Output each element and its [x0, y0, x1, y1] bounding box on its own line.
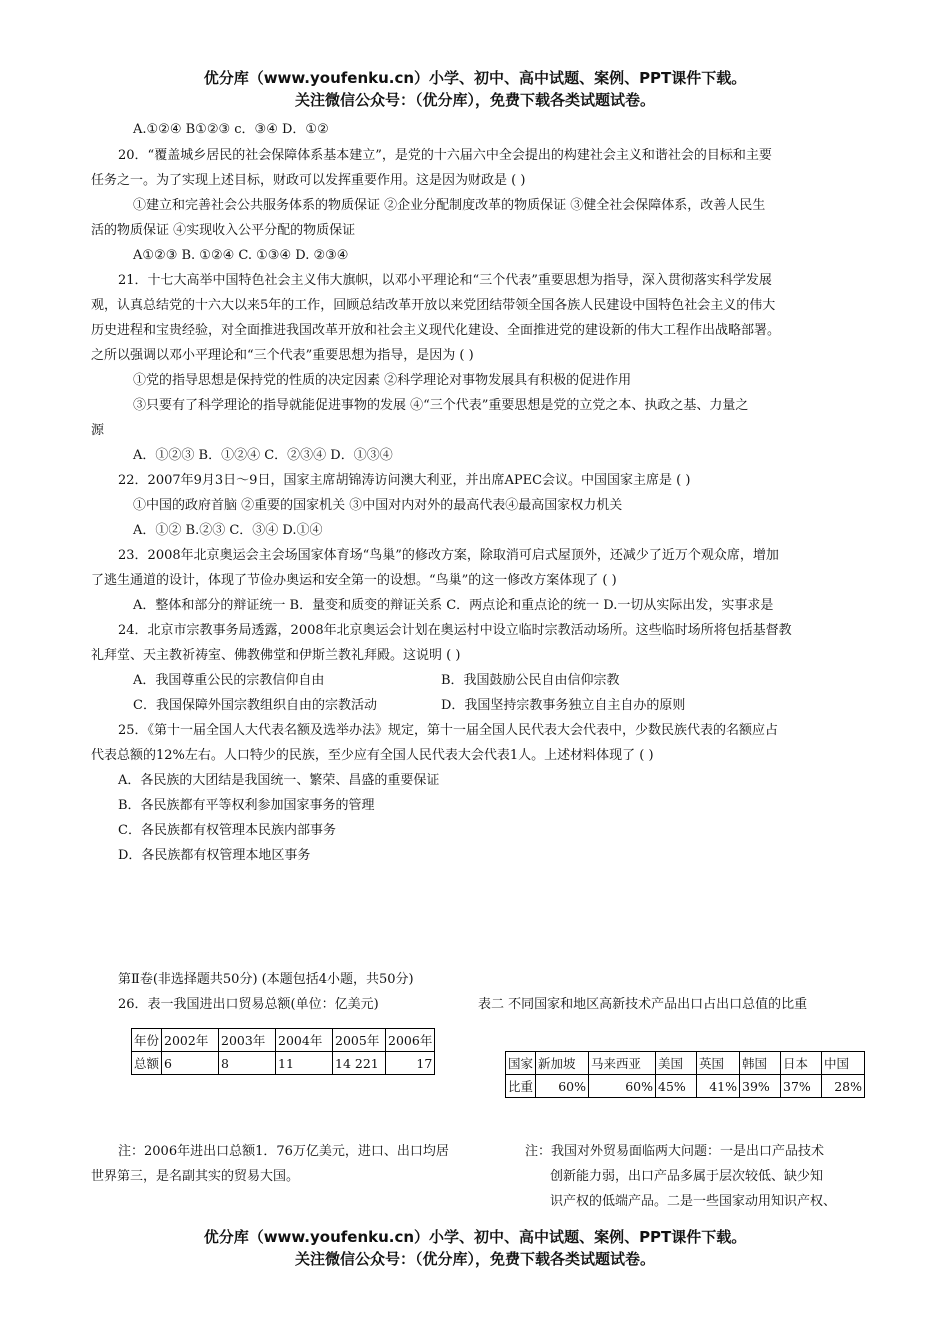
q22-stem: 22．2007年9月3日～9日，国家主席胡锦涛访问澳大利亚，并出席APEC会议。中国国家主席是 ( ): [118, 473, 691, 488]
q21-items-1: ①党的指导思想是保持党的性质的决定因素 ②科学理论对事物发展具有积极的促进作用: [133, 373, 632, 388]
table1-year: 2002年: [162, 1029, 219, 1052]
table1-year: 2005年: [333, 1029, 386, 1052]
table2-country: 马来西亚: [589, 1052, 656, 1075]
hightech-share-table: [505, 1051, 865, 1098]
q21-items-3: 源: [91, 423, 105, 438]
table1-value: 14 221: [333, 1052, 386, 1075]
table1-row-label: 总额: [132, 1052, 162, 1075]
note1-line-2: 世界第三，是名副其实的贸易大国。: [91, 1169, 300, 1184]
table2-value: 28%: [822, 1075, 865, 1098]
table2-country: 美国: [656, 1052, 697, 1075]
q25-stem-2: 代表总额的12%左右。人口特少的民族，至少应有全国人民代表大会代表1人。上述材料体现了 ( ): [91, 748, 654, 763]
q22-options: A．①② B.②③ C．③④ D.①④: [133, 523, 323, 538]
q23-stem-2: 了逃生通道的设计，体现了节俭办奥运和安全第一的设想。“鸟巢”的这一修改方案体现了 ( ): [91, 573, 617, 588]
q25-stem-1: 25．《第十一届全国人大代表名额及选举办法》规定，第十一届全国人民代表大会代表中，少数民族代表的名额应占: [118, 723, 779, 738]
table1-caption: 26．表一我国进出口贸易总额(单位：亿美元): [118, 997, 379, 1012]
footer-line-1: 优分库（www.youfenku.cn）小学、初中、高中试题、案例、PPT课件下载。: [203, 1228, 747, 1246]
q24-option-a: A．我国尊重公民的宗教信仰自由: [133, 673, 325, 688]
header-line-1: 优分库（www.youfenku.cn）小学、初中、高中试题、案例、PPT课件下载。: [203, 69, 747, 87]
q24-stem-2: 礼拜堂、天主教祈祷室、佛教佛堂和伊斯兰教礼拜殿。这说明 ( ): [91, 648, 461, 663]
table1-value: 11: [276, 1052, 333, 1075]
q23-options: A．整体和部分的辩证统一 B．量变和质变的辩证关系 C．两点论和重点论的统一 D.一切从实际出发，实事求是: [133, 598, 774, 613]
q21-options: A．①②③ B．①②④ C．②③④ D．①③④: [133, 448, 393, 463]
q20-options: A①②③ B. ①②④ C. ①③④ D. ②③④: [133, 248, 349, 263]
table1-year: 2004年: [276, 1029, 333, 1052]
table2-value: 39%: [740, 1075, 781, 1098]
q20-stem-1: 20．“覆盖城乡居民的社会保障体系基本建立”，是党的十六届六中全会提出的构建社会主义和谐社会的目标和主要: [118, 148, 772, 163]
q24-option-c: C．我国保障外国宗教组织自由的宗教活动: [133, 698, 377, 713]
footer-line-2: 关注微信公众号：（优分库），免费下载各类试题试卷。: [294, 1250, 655, 1268]
table1-value: 17: [386, 1052, 435, 1075]
q21-stem-3: 历史进程和宝贵经验，对全面推进我国改革开放和社会主义现代化建设、全面推进党的建设新的伟大工程作出战略部署。: [91, 323, 781, 338]
note2-line-1: 注：我国对外贸易面临两大问题：一是出口产品技术: [525, 1144, 825, 1159]
table1-value: 8: [219, 1052, 276, 1075]
table2-country: 新加坡: [536, 1052, 589, 1075]
table2-value: 45%: [656, 1075, 697, 1098]
q24-option-d: D．我国坚持宗教事务独立自主自办的原则: [441, 698, 686, 713]
table-row: [506, 1075, 865, 1098]
table2-value: 60%: [536, 1075, 589, 1098]
note1-line-1: 注：2006年进出口总额1．76万亿美元，进口、出口均居: [118, 1144, 449, 1159]
q20-items-1: ①建立和完善社会公共服务体系的物质保证 ②企业分配制度改革的物质保证 ③健全社会保障体系，改善人民生: [133, 198, 766, 213]
table2-country: 英国: [697, 1052, 740, 1075]
q23-stem-1: 23．2008年北京奥运会主会场国家体育场“鸟巢”的修改方案，除取消可启式屋顶外，还减少了近万个观众席，增加: [118, 548, 779, 563]
table-row: [132, 1029, 435, 1052]
q20-items-2: 活的物质保证 ④实现收入公平分配的物质保证: [91, 223, 356, 238]
header-line-2: 关注微信公众号：（优分库），免费下载各类试题试卷。: [294, 91, 655, 109]
table-row: [132, 1052, 435, 1075]
note2-line-2: 创新能力弱，出口产品多属于层次较低、缺少知: [550, 1169, 824, 1184]
table2-caption: 表二 不同国家和地区高新技术产品出口占出口总值的比重: [478, 997, 808, 1012]
q24-stem-1: 24．北京市宗教事务局透露，2008年北京奥运会计划在奥运村中设立临时宗教活动场所。这些临时场所将包括基督教: [118, 623, 792, 638]
q21-stem-2: 观，认真总结党的十六大以来5年的工作，回顾总结改革开放以来党团结带领全国各族人民建设中国特色社会主义的伟大: [91, 298, 776, 313]
table1-year: 2006年: [386, 1029, 435, 1052]
q20-stem-2: 任务之一。为了实现上述目标，财政可以发挥重要作用。这是因为财政是 ( ): [91, 173, 526, 188]
q21-items-2: ③只要有了科学理论的指导就能促进事物的发展 ④“三个代表”重要思想是党的立党之本、执政之基、力量之: [133, 398, 749, 413]
trade-total-table: [131, 1028, 435, 1075]
q24-option-b: B．我国鼓励公民自由信仰宗教: [441, 673, 620, 688]
q22-items: ①中国的政府首脑 ②重要的国家机关 ③中国对内对外的最高代表④最高国家权力机关: [133, 498, 623, 513]
q19-options: A.①②④ B①②③ c．③④ D．①②: [133, 122, 329, 137]
table2-country: 中国: [822, 1052, 865, 1075]
q21-stem-1: 21．十七大高举中国特色社会主义伟大旗帜，以邓小平理论和“三个代表”重要思想为指导，深入贯彻落实科学发展: [118, 273, 772, 288]
table-row: [506, 1052, 865, 1075]
q25-option-c: C．各民族都有权管理本民族内部事务: [118, 823, 336, 838]
table2-row-label: 比重: [506, 1075, 536, 1098]
table2-country: 日本: [781, 1052, 822, 1075]
q25-option-d: D．各民族都有权管理本地区事务: [118, 848, 311, 863]
table1-header-label: 年份: [132, 1029, 162, 1052]
q25-option-a: A．各民族的大团结是我国统一、繁荣、昌盛的重要保证: [118, 773, 440, 788]
note2-line-3: 识产权的低端产品。二是一些国家动用知识产权、: [550, 1194, 837, 1209]
table2-country: 韩国: [740, 1052, 781, 1075]
table2-value: 41%: [697, 1075, 740, 1098]
part2-heading: 第Ⅱ卷(非选择题共50分) (本题包括4小题，共50分): [118, 972, 414, 987]
q21-stem-4: 之所以强调以邓小平理论和“三个代表”重要思想为指导，是因为 ( ): [91, 348, 474, 363]
table2-header-label: 国家: [506, 1052, 536, 1075]
table2-value: 37%: [781, 1075, 822, 1098]
table2-value: 60%: [589, 1075, 656, 1098]
table1-value: 6: [162, 1052, 219, 1075]
table1-year: 2003年: [219, 1029, 276, 1052]
q25-option-b: B．各民族都有平等权利参加国家事务的管理: [118, 798, 375, 813]
